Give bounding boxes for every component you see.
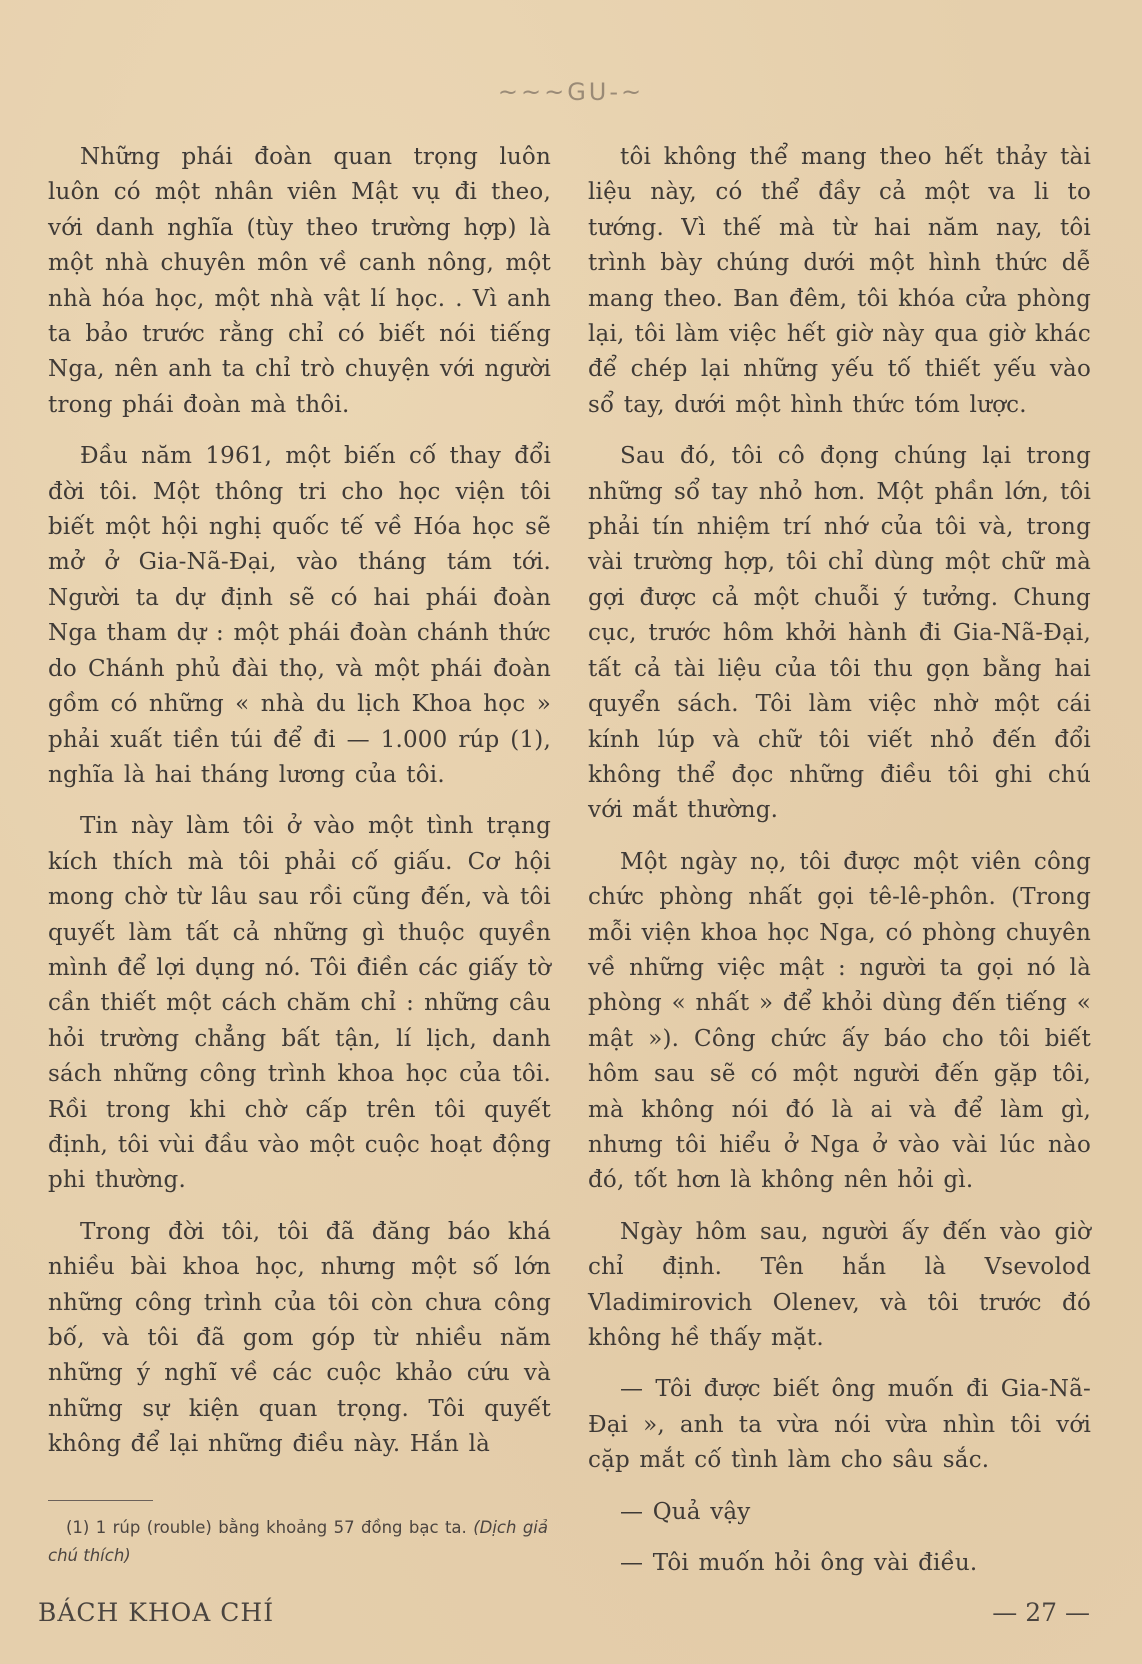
paragraph: — Tôi muốn hỏi ông vài điều. [620,1550,978,1577]
page-number: — 27 — [992,1598,1090,1627]
paragraph: Tin này làm tôi ở vào một tình trạng kích thích mà tôi phải cố giấu. Cơ hội mong chờ từ lâu sau rồi cũng đến, và tôi quyết làm tất cả những gì thuộc quyền mình để lợi dụng nó. Tôi điền các giấy tờ cần thiết một cách chăm chỉ : những câu hỏi trường chẳng bất tận, lí lịch, danh sách những công trình khoa học của tôi. Rồi trong khi chờ cấp trên tôi quyết định, tôi vùi đầu vào một cuộc hoạt động phi thường. [48,813,551,1194]
footnote-marker: (1) [66,1518,90,1537]
paragraph: Những phái đoàn quan trọng luôn luôn có một nhân viên Mật vụ đi theo, với danh nghĩa (tùy theo trường hợp) là một nhà chuyên môn về canh nông, một nhà hóa học, một nhà vật lí học. . Vì anh ta bảo trước rằng chỉ có biết nói tiếng Nga, nên anh ta chỉ trò chuyện với người trong phái đoàn mà thôi. [48,144,551,418]
publication-name: BÁCH KHOA CHÍ [38,1598,275,1627]
paragraph: Ngày hôm sau, người ấy đến vào giờ chỉ định. Tên hắn là Vsevolod Vladimirovich Olenev, và tôi trước đó không hề thấy mặt. [588,1218,1091,1351]
paragraph: — Quả vậy [620,1498,751,1525]
running-head: ~~~GU-~ [497,78,645,106]
paragraph: — Tôi được biết ông muốn đi Gia-Nã-Đại », anh ta vừa nói vừa nhìn tôi với cặp mắt cố tình làm cho sâu sắc. [588,1376,1091,1474]
paragraph: Một ngày nọ, tôi được một viên công chức phòng nhất gọi tê-lê-phôn. (Trong mỗi viện khoa học Nga, có phòng chuyên về những việc mật : người ta gọi nó là phòng « nhất » để khỏi dùng đến tiếng « mật »). Công chức ấy báo cho tôi biết hôm sau sẽ có một người đến gặp tôi, mà không nói đó là ai và để làm gì, nhưng tôi hiểu ở Nga ở vào vài lúc nào đó, tốt hơn là không nên hỏi gì. [588,848,1091,1194]
footnote [48,1514,548,1570]
footnote-credit: (Dịch giả chú thích) [48,1518,549,1565]
paragraph: Trong đời tôi, tôi đã đăng báo khá nhiều bài khoa học, nhưng một số lớn những công trình của tôi còn chưa công bố, và tôi đã gom góp từ nhiều năm những ý nghĩ về các cuộc khảo cứu và những sự kiện quan trọng. Tôi quyết không để lại những điều này. Hắn là [48,1218,551,1458]
footnote-divider [48,1500,153,1501]
paragraph: Sau đó, tôi cô đọng chúng lại trong những sổ tay nhỏ hơn. Một phần lớn, tôi phải tín nhiệm trí nhớ của tôi và, trong vài trường hợp, tôi chỉ dùng một chữ mà gợi được cả một chuỗi ý tưởng. Chung cục, trước hôm khởi hành đi Gia-Nã-Đại, tất cả tài liệu của tôi thu gọn bằng hai quyển sách. Tôi làm việc nhờ một cái kính lúp và chữ tôi viết nhỏ đến đổi không thể đọc những điều tôi ghi chú với mắt thường. [588,443,1091,824]
paragraph: Đầu năm 1961, một biến cố thay đổi đời tôi. Một thông tri cho học viện tôi biết một hội nghị quốc tế về Hóa học sẽ mở ở Gia-Nã-Đại, vào tháng tám tới. Người ta dự định sẽ có hai phái đoàn Nga tham dự : một phái đoàn chánh thức do Chánh phủ đài thọ, và một phái đoàn gồm có những « nhà du lịch Khoa học » phải xuất tiền túi để đi — 1.000 rúp (1), nghĩa là hai tháng lương của tôi. [48,443,551,788]
footnote-text: 1 rúp (rouble) bằng khoảng 57 đồng bạc ta. [95,1518,467,1537]
right-column [588,140,1091,1597]
paragraph: tôi không thể mang theo hết thảy tài liệu này, có thể đầy cả một va li to tướng. Vì thế mà từ hai năm nay, tôi trình bày chúng dưới một hình thức dễ mang theo. Ban đêm, tôi khóa cửa phòng lại, tôi làm việc hết giờ này qua giờ khác để chép lại những yếu tố thiết yếu vào sổ tay, dưới một hình thức tóm lược. [588,144,1091,418]
left-column [48,140,551,1479]
